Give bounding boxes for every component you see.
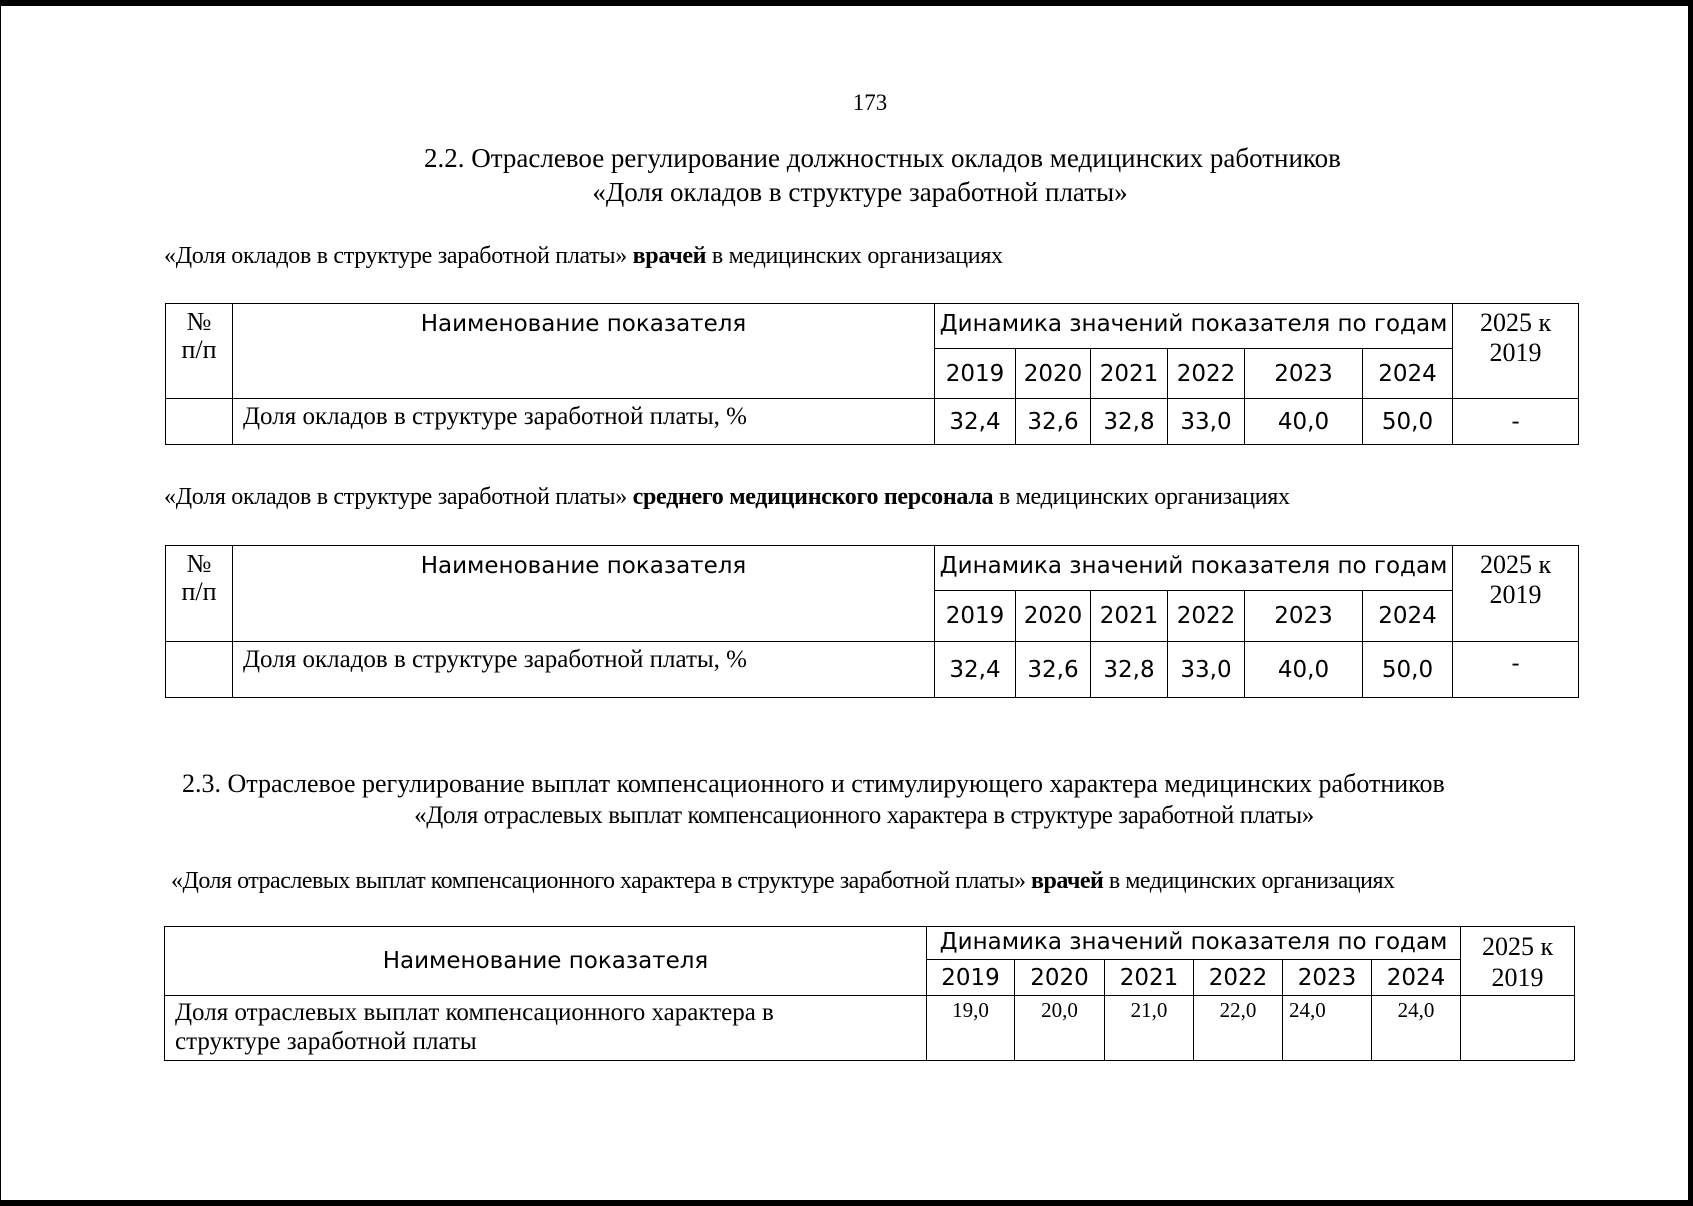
row-value: 32,8 <box>1091 642 1168 698</box>
row-value: 32,6 <box>1016 399 1091 445</box>
row-value: 24,0 <box>1372 996 1461 1061</box>
year-header: 2023 <box>1283 960 1372 996</box>
row-value: 50,0 <box>1363 399 1453 445</box>
row-2025-value: - <box>1453 399 1579 445</box>
year-header: 2022 <box>1168 591 1245 642</box>
section-23-title: 2.3. Отраслевое регулирование выплат компенсационного и стимулирующего характера медицинских работников <box>182 769 1445 798</box>
row-value: 32,8 <box>1091 399 1168 445</box>
year-header: 2020 <box>1016 591 1091 642</box>
row-value: 32,4 <box>935 642 1016 698</box>
row-number <box>166 399 233 445</box>
year-header: 2022 <box>1168 349 1245 399</box>
col-number-header: № п/п <box>166 304 233 399</box>
table-doctors-salary-share <box>165 303 1579 445</box>
row-value: 22,0 <box>1194 996 1283 1061</box>
table-nurses-salary-share <box>165 545 1579 698</box>
row-2025-value: - <box>1453 642 1579 698</box>
row-value: 32,4 <box>935 399 1016 445</box>
col-name-header: Наименование показателя <box>233 546 935 642</box>
col-name-header: Наименование показателя <box>165 927 927 996</box>
year-header: 2019 <box>935 349 1016 399</box>
row-2025-value <box>1461 996 1575 1061</box>
year-header: 2020 <box>1015 960 1105 996</box>
table2-caption: «Доля окладов в структуре заработной платы» среднего медицинского персонала в медицинских организациях <box>164 484 1290 510</box>
row-number <box>166 642 233 698</box>
table-row <box>166 642 1579 698</box>
table-row <box>165 996 1575 1061</box>
row-value: 32,6 <box>1016 642 1091 698</box>
row-value: 50,0 <box>1363 642 1453 698</box>
col-name-header: Наименование показателя <box>233 304 935 399</box>
row-value: 40,0 <box>1245 399 1363 445</box>
row-value: 20,0 <box>1015 996 1105 1061</box>
year-header: 2023 <box>1245 349 1363 399</box>
year-header: 2019 <box>935 591 1016 642</box>
year-header: 2020 <box>1016 349 1091 399</box>
table1-caption: «Доля окладов в структуре заработной платы» врачей в медицинских организациях <box>164 243 1003 269</box>
col-dynamics-header: Динамика значений показателя по годам <box>927 927 1461 960</box>
row-name: Доля окладов в структуре заработной платы, % <box>233 642 935 698</box>
row-value: 33,0 <box>1168 399 1245 445</box>
year-header: 2024 <box>1372 960 1461 996</box>
table3-caption: «Доля отраслевых выплат компенсационного характера в структуре заработной платы» врачей в медицинских организациях <box>171 868 1395 894</box>
row-value: 24,0 <box>1283 996 1372 1061</box>
row-name: Доля окладов в структуре заработной платы, % <box>233 399 935 445</box>
row-value: 19,0 <box>927 996 1015 1061</box>
section-23-subtitle: «Доля отраслевых выплат компенсационного характера в структуре заработной платы» <box>414 802 1314 829</box>
row-name: Доля отраслевых выплат компенсационного характера в структуре заработной платы <box>165 996 927 1061</box>
row-value: 33,0 <box>1168 642 1245 698</box>
col-dynamics-header: Динамика значений показателя по годам <box>935 546 1453 591</box>
col-2025-header: 2025 к 2019 <box>1453 546 1579 642</box>
table-row <box>166 399 1579 445</box>
row-value: 40,0 <box>1245 642 1363 698</box>
section-22-subtitle: «Доля окладов в структуре заработной платы» <box>592 177 1128 207</box>
year-header: 2021 <box>1105 960 1194 996</box>
table-compensation-payments-share <box>164 926 1575 1061</box>
year-header: 2021 <box>1091 591 1168 642</box>
col-number-header: № п/п <box>166 546 233 642</box>
year-header: 2021 <box>1091 349 1168 399</box>
year-header: 2019 <box>927 960 1015 996</box>
col-dynamics-header: Динамика значений показателя по годам <box>935 304 1453 349</box>
year-header: 2024 <box>1363 349 1453 399</box>
col-2025-header: 2025 к 2019 <box>1461 927 1575 996</box>
section-22-title: 2.2. Отраслевое регулирование должностных окладов медицинских работников <box>424 143 1341 173</box>
year-header: 2023 <box>1245 591 1363 642</box>
row-value: 21,0 <box>1105 996 1194 1061</box>
year-header: 2022 <box>1194 960 1283 996</box>
year-header: 2024 <box>1363 591 1453 642</box>
page-number: 173 <box>852 90 888 115</box>
col-2025-header: 2025 к 2019 <box>1453 304 1579 399</box>
